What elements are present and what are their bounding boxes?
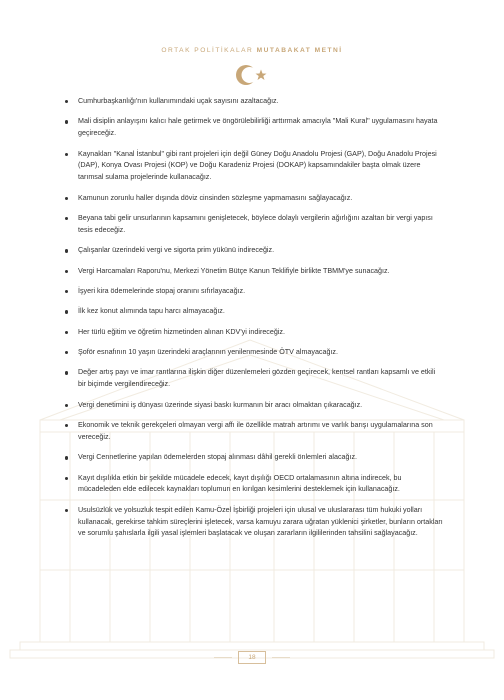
- bullet-icon: [65, 477, 68, 480]
- list-item-text: İşyeri kira ödemelerinde stopaj oranını sıfırlayacağız.: [78, 286, 246, 295]
- list-item-text: Kaynakları "Kanal İstanbul" gibi rant projeleri için değil Güney Doğu Anadolu Projesi (GAP), Doğu Anadolu Projesi (DAP), Konya Ovası Projesi (KOP) ve Doğu Karadeniz Projesi (DOKAP) kapsamındakiler başta olmak üzere tarımsal sulama projelerinde kullanacağız.: [78, 149, 437, 182]
- list-item-text: Usulsüzlük ve yolsuzluk tespit edilen Kamu-Özel İşbirliği projeleri için ulusal ve uluslararası tüm hukuki yolları kullanacak, gerekirse tahkim süreçlerini işletecek, varsa kamuyu zarara uğratan yüklenici şirketler, bunların ortakları ve sorumlu şahıslarla ilgili yasal işlemleri başlatacak ve oluşan zararların ilgililerinden tahsilini sağlayacağız.: [78, 505, 443, 538]
- bullet-icon: [65, 371, 68, 374]
- list-item-text: Kayıt dışılıkla etkin bir şekilde mücadele edecek, kayıt dışılığı OECD ortalamasının altına indirecek, bu mücadeleden elde edilecek kaynakları toplumun en kırılgan kesimlerini desteklemek için kullanacağız.: [78, 473, 402, 494]
- list-item: [64, 420, 444, 444]
- list-item: [64, 193, 444, 205]
- list-item: [64, 347, 444, 359]
- list-item: [64, 400, 444, 412]
- list-item: [64, 505, 444, 540]
- list-item-text: Cumhurbaşkanlığı'nın kullanımındaki uçak sayısını azaltacağız.: [78, 97, 279, 105]
- list-item-text: Değer artış payı ve imar rantlarına ilişkin diğer düzenlemeleri gözden geçirecek, kentsel rantları kapsamlı ve etkili bir biçimde vergilendireceğiz.: [78, 368, 436, 389]
- bullet-icon: [65, 290, 68, 293]
- list-item: [64, 367, 444, 391]
- page-number: 18: [238, 651, 266, 664]
- page-number-rule-right: [272, 657, 290, 658]
- bullet-icon: [65, 270, 68, 273]
- header-title-bold: MUTABAKAT METNİ: [256, 47, 343, 54]
- list-item: [64, 306, 444, 318]
- list-item-text: Vergi Harcamaları Raporu'nu, Merkezi Yönetim Bütçe Kanun Teklifiyle birlikte TBMM'ye sunacağız.: [78, 266, 390, 275]
- main-content: [64, 96, 444, 549]
- crescent-star-icon: [230, 62, 274, 88]
- list-item-text: Şoför esnafının 10 yaşın üzerindeki araçlarının yenilenmesinde ÖTV almayacağız.: [78, 348, 338, 357]
- bullet-icon: [65, 456, 68, 459]
- list-item-text: Vergi denetimini iş dünyası üzerinde siyasi baskı kurmanın bir aracı olmaktan çıkaracağız.: [78, 400, 363, 409]
- bullet-icon: [65, 331, 68, 334]
- list-item: [64, 213, 444, 237]
- bullet-icon: [65, 153, 68, 156]
- header-title-light: ORTAK POLİTİKALAR: [161, 47, 254, 54]
- bullet-icon: [65, 509, 68, 512]
- list-item-text: Kamunun zorunlu haller dışında döviz cinsinden sözleşme yapmamasını sağlayacağız.: [78, 193, 353, 202]
- document-header: [0, 47, 504, 54]
- list-item-text: Mali disiplin anlayışını kalıcı hale getirmek ve öngörülebilirliği arttırmak amacıyla "Mali Kural" uygulamasını hayata geçireceğiz.: [78, 117, 438, 138]
- list-item-text: İlk kez konut alımında tapu harcı almayacağız.: [78, 307, 225, 316]
- list-item-text: Beyana tabi gelir unsurlarının kapsamını genişletecek, böylece dolaylı vergilerin ağırlığını azaltan bir vergi yapısı tesis edeceğiz.: [78, 213, 433, 234]
- list-item: [64, 116, 444, 140]
- bullet-icon: [65, 197, 68, 200]
- bullet-icon: [65, 120, 68, 123]
- list-item-text: Her türlü eğitim ve öğretim hizmetinden alınan KDV'yi indireceğiz.: [78, 327, 285, 336]
- list-item: [64, 473, 444, 497]
- list-item: [64, 245, 444, 257]
- page-number-rule-left: [214, 657, 232, 658]
- list-item: [64, 149, 444, 184]
- bullet-icon: [65, 424, 68, 427]
- list-item-text: Çalışanlar üzerindeki vergi ve sigorta prim yükünü indireceğiz.: [78, 246, 275, 255]
- bullet-icon: [65, 404, 68, 407]
- bullet-icon: [65, 217, 68, 220]
- bullet-icon: [65, 249, 68, 252]
- list-item: [64, 327, 444, 339]
- list-item: [64, 96, 444, 108]
- bullet-icon: [65, 310, 68, 313]
- list-item: [64, 452, 444, 464]
- list-item: [64, 286, 444, 298]
- list-item: [64, 266, 444, 278]
- list-item-text: Ekonomik ve teknik gerekçeleri olmayan vergi affı ile özellikle matrah artırımı ve varlık barışı uygulamalarına son vereceğiz.: [78, 421, 433, 441]
- bullet-icon: [65, 351, 68, 354]
- policy-bullet-list: [64, 96, 444, 540]
- bullet-icon: [65, 100, 68, 103]
- list-item-text: Vergi Cennetlerine yapılan ödemelerden stopaj alınması dâhil gerekli önlemleri alacağız.: [78, 453, 358, 462]
